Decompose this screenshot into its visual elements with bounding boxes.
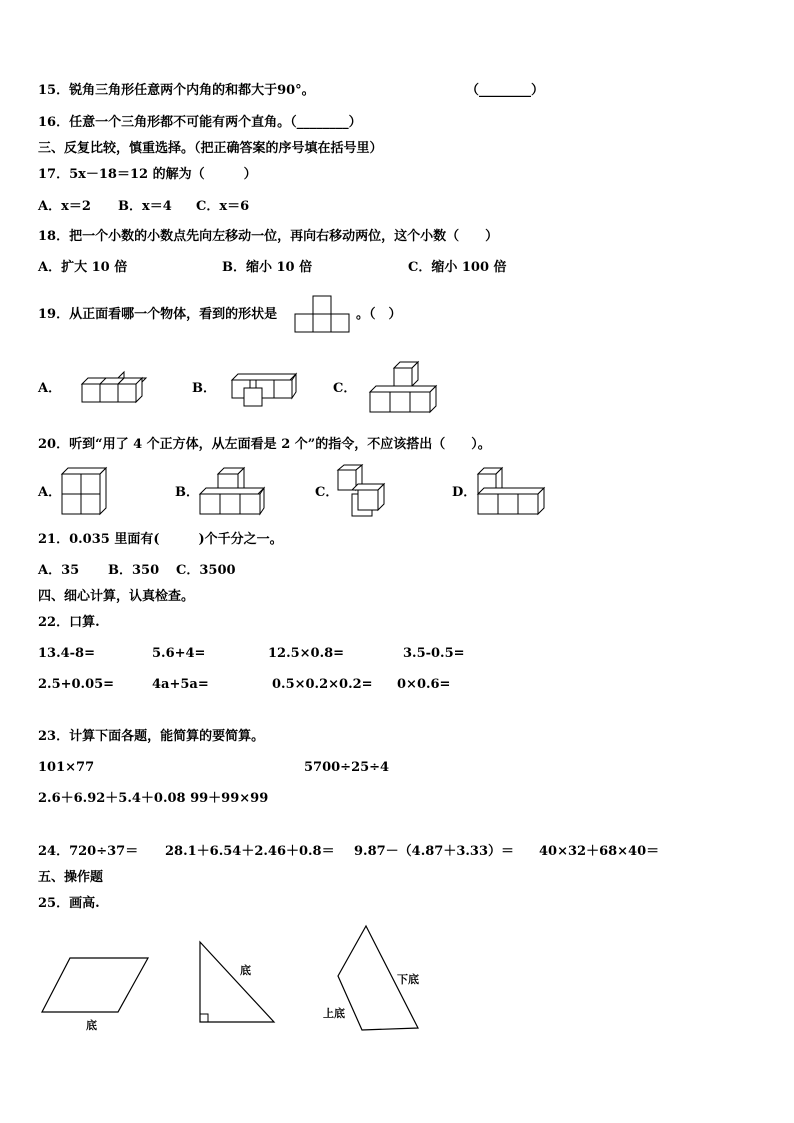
- q22-item: 13.4-8=: [38, 646, 95, 661]
- question-24-item: 24．720÷37＝: [38, 844, 139, 859]
- q23-item: 2.6＋6.92＋5.4＋0.08 99＋99×99: [38, 791, 269, 806]
- q21-option-a: A．35: [38, 563, 80, 578]
- question-21: 21．0.035 里面有( )个千分之一。: [38, 532, 283, 547]
- answer-paren-15: （________）: [466, 83, 545, 98]
- front-view-shape: [294, 295, 356, 333]
- q23-item: 5700÷25÷4: [304, 760, 390, 775]
- q21-option-c: C．3500: [176, 563, 236, 578]
- q20-figure-b: [198, 466, 268, 518]
- question-20: 20．听到“用了 4 个正方体，从左面看是 2 个”的指令，不应该搭出（ ）。: [38, 437, 491, 452]
- q19-option-b: B．: [192, 381, 216, 396]
- trapezoid-top-label: 上底: [323, 1007, 345, 1020]
- parallelogram-figure: [40, 955, 152, 1015]
- q22-item: 0×0.6=: [397, 677, 451, 692]
- q19-figure-c: [368, 360, 438, 414]
- q17-option-a: A．x＝2: [38, 199, 91, 214]
- question-16: 16．任意一个三角形都不可能有两个直角。（________）: [38, 115, 362, 130]
- q22-item: 12.5×0.8=: [268, 646, 345, 661]
- q17-option-b: B．x＝4: [118, 199, 172, 214]
- triangle-base-label: 底: [240, 964, 251, 977]
- question-25-title: 25．画高.: [38, 896, 100, 911]
- question-22-title: 22．口算.: [38, 615, 100, 630]
- q18-option-b: B．缩小 10 倍: [222, 260, 313, 275]
- q19-option-a: A．: [38, 381, 62, 396]
- question-23-title: 23．计算下面各题，能简算的要简算。: [38, 729, 265, 744]
- q22-item: 2.5+0.05=: [38, 677, 115, 692]
- q20-option-d: D．: [452, 485, 477, 500]
- q23-item: 101×77: [38, 760, 95, 775]
- question-24-item: 40×32＋68×40＝: [539, 844, 660, 859]
- q19-option-c: C．: [333, 381, 357, 396]
- q20-figure-c: [336, 464, 390, 520]
- q22-item: 4a+5a=: [152, 677, 209, 692]
- question-24-item: 28.1＋6.54＋2.46＋0.8＝: [165, 844, 335, 859]
- q19-figure-a: [80, 370, 150, 406]
- q20-figure-a: [60, 466, 110, 518]
- section-3-heading: 三、反复比较，慎重选择。（把正确答案的序号填在括号里）: [38, 141, 383, 156]
- question-19-text: 19．从正面看哪一个物体，看到的形状是: [38, 307, 278, 322]
- q20-option-c: C．: [315, 485, 339, 500]
- q20-figure-d: [476, 466, 546, 518]
- question-24-item: 9.87－（4.87＋3.33）＝: [354, 844, 514, 859]
- section-5-heading: 五、操作题: [38, 870, 104, 885]
- right-triangle-figure: [196, 940, 282, 1040]
- q18-option-c: C．缩小 100 倍: [408, 260, 507, 275]
- trapezoid-bottom-label: 下底: [397, 973, 419, 986]
- q22-item: 3.5-0.5=: [403, 646, 465, 661]
- question-19-paren: 。（ ）: [356, 307, 402, 322]
- q21-option-b: B．350: [108, 563, 160, 578]
- q22-item: 5.6+4=: [152, 646, 206, 661]
- q19-figure-b: [230, 372, 300, 410]
- question-17: 17．5x－18＝12 的解为（ ）: [38, 167, 257, 182]
- q17-option-c: C．x＝6: [196, 199, 250, 214]
- q20-option-b: B．: [175, 485, 199, 500]
- q18-option-a: A．扩大 10 倍: [38, 260, 128, 275]
- question-18: 18．把一个小数的小数点先向左移动一位，再向右移动两位，这个小数（ ）: [38, 229, 499, 244]
- section-4-heading: 四、细心计算，认真检查。: [38, 589, 195, 604]
- parallelogram-base-label: 底: [86, 1019, 97, 1032]
- question-15: 15．锐角三角形任意两个内角的和都大于90°。: [38, 83, 315, 98]
- q20-option-a: A．: [38, 485, 62, 500]
- q22-item: 0.5×0.2×0.2=: [272, 677, 373, 692]
